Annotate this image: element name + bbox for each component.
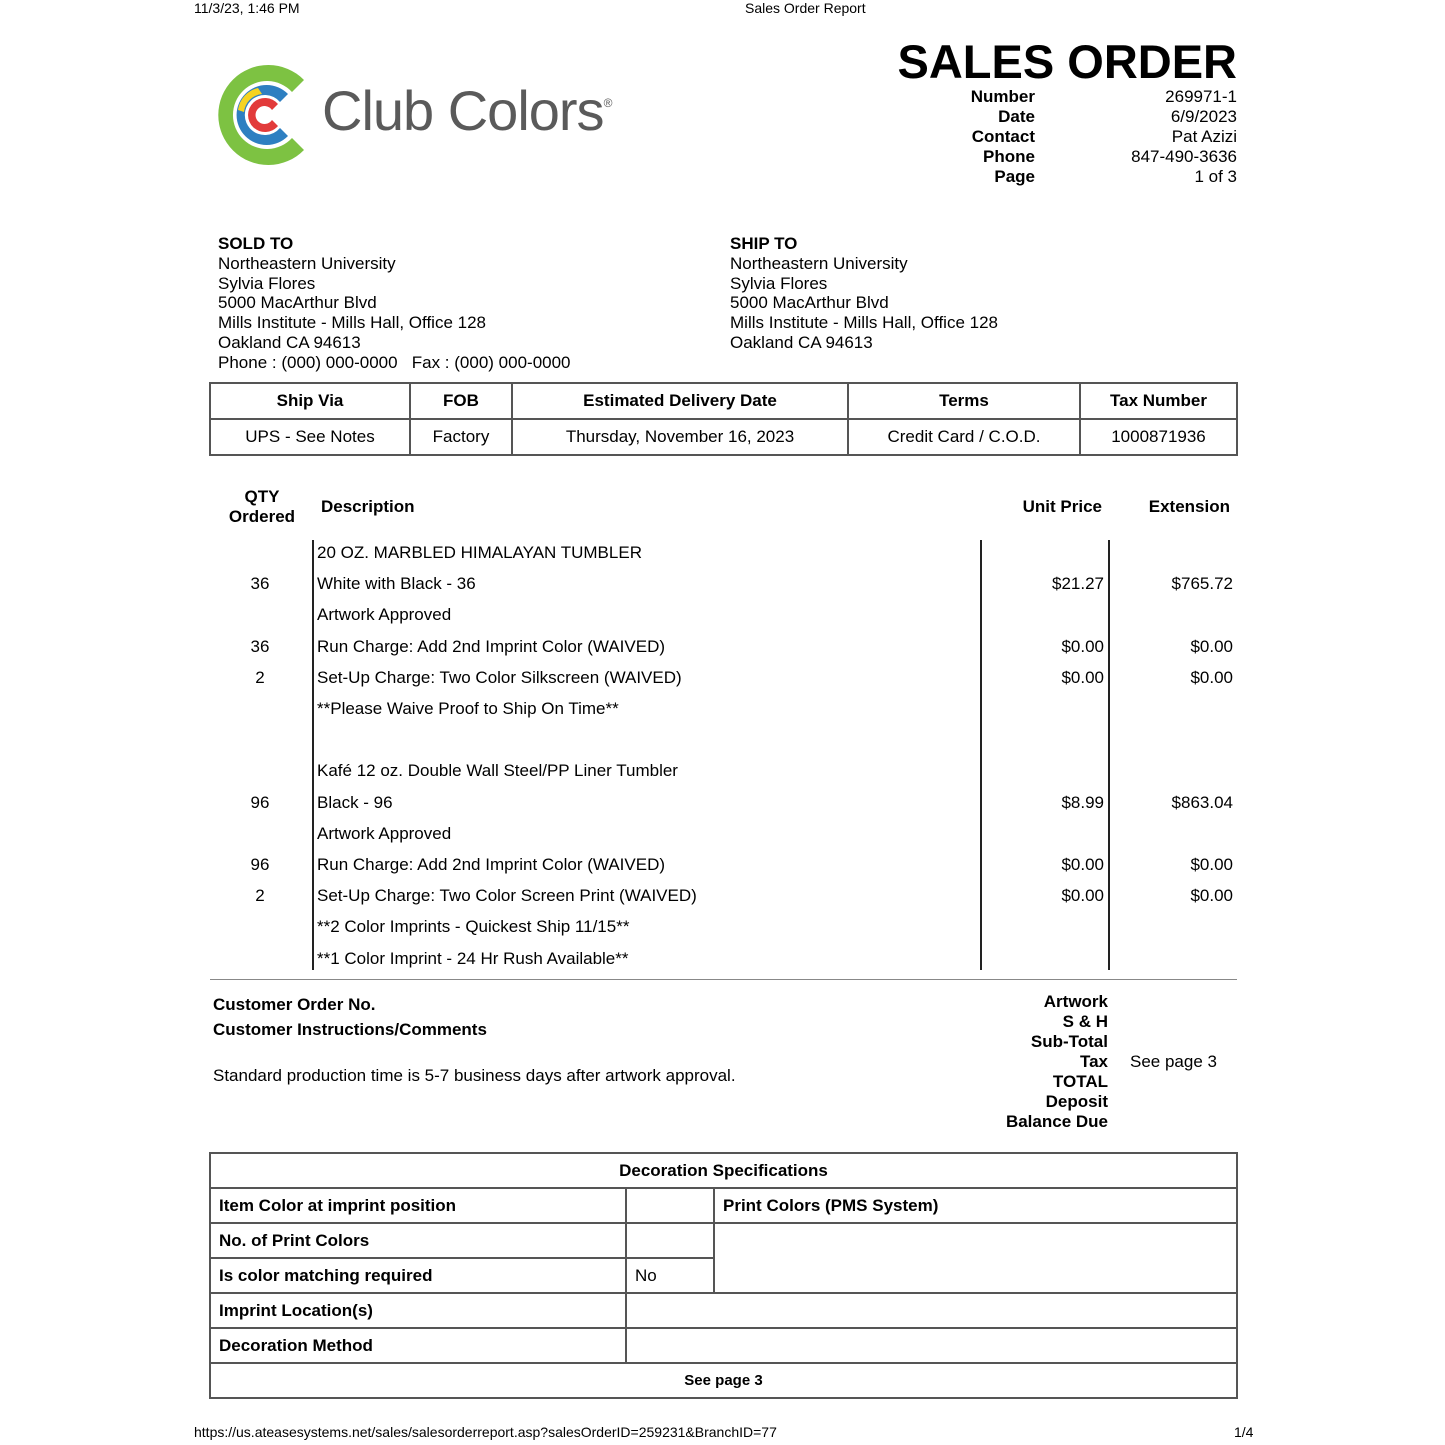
- order-page: 1 of 3: [1194, 167, 1237, 186]
- order-meta-values: [1050, 87, 1237, 187]
- order-meta-labels: [930, 87, 1035, 187]
- order-number: 269971-1: [1165, 87, 1237, 106]
- color-matching-value: No: [626, 1258, 714, 1293]
- item-color-value: [626, 1188, 714, 1223]
- order-date: 6/9/2023: [1170, 107, 1237, 126]
- sold-to-block: [218, 234, 571, 373]
- club-colors-logo-text: Club Colors®: [322, 79, 612, 142]
- print-datetime: 11/3/23, 1:46 PM: [194, 0, 300, 16]
- shipping-info-table: [209, 382, 1238, 456]
- line-item-row: [0, 568, 1445, 599]
- sold-to-phone-fax: Phone : (000) 000-0000 Fax : (000) 000-0000: [218, 352, 571, 372]
- phone-label: Phone: [983, 147, 1035, 166]
- tax-number-header: Tax Number: [1080, 383, 1237, 419]
- line-item-unit-price: $0.00: [1061, 667, 1104, 687]
- shipping-header-row: [210, 383, 1237, 419]
- customer-instructions-heading: Customer Instructions/Comments: [213, 1020, 487, 1039]
- club-colors-logo-icon: [208, 58, 328, 170]
- line-item-row: [0, 880, 1445, 911]
- extension-header: Extension: [1148, 497, 1230, 516]
- line-item-extension: $0.00: [1190, 855, 1233, 874]
- line-item-row: [0, 599, 1445, 630]
- fob-value: Factory: [410, 419, 512, 455]
- line-item-extension: $0.00: [1190, 886, 1233, 906]
- line-item-description: **1 Color Imprint - 24 Hr Rush Available**: [317, 948, 629, 968]
- fob-header: FOB: [410, 383, 512, 419]
- print-colors-label: Print Colors (PMS System): [714, 1188, 1237, 1223]
- sold-to-line: Oakland CA 94613: [218, 332, 361, 352]
- line-item-description: Artwork Approved: [317, 823, 452, 843]
- document-title: SALES ORDER: [897, 35, 1237, 88]
- sold-to-line: 5000 MacArthur Blvd: [218, 293, 377, 313]
- line-item-extension: $765.72: [1171, 574, 1233, 594]
- qty-ordered-header: QTY Ordered: [228, 487, 296, 526]
- line-item-row: [0, 693, 1445, 724]
- line-item-extension: $0.00: [1190, 667, 1233, 687]
- description-header: Description: [321, 497, 415, 516]
- order-phone: 847-490-3636: [1131, 147, 1237, 166]
- decoration-method-label: Decoration Method: [210, 1328, 626, 1363]
- ship-to-heading: SHIP TO: [730, 234, 798, 253]
- line-item-description: Black - 96: [317, 792, 393, 812]
- decoration-specs-heading: Decoration Specifications: [210, 1153, 1237, 1188]
- terms-value: Credit Card / C.O.D.: [848, 419, 1080, 455]
- decoration-specs-table: [209, 1152, 1238, 1399]
- line-item-qty: 96: [250, 792, 270, 812]
- line-item-row: [0, 911, 1445, 942]
- imprint-location-value: [626, 1293, 1237, 1328]
- line-item-description: Artwork Approved: [317, 605, 452, 625]
- line-item-extension: $0.00: [1190, 636, 1233, 656]
- line-item-description: 20 OZ. MARBLED HIMALAYAN TUMBLER: [317, 543, 642, 562]
- item-color-label: Item Color at imprint position: [210, 1188, 626, 1223]
- number-label: Number: [970, 87, 1035, 106]
- artwork-label: Artwork: [1043, 992, 1108, 1011]
- ship-to-block: [730, 234, 998, 353]
- shipping-handling-label: S & H: [1062, 1012, 1108, 1031]
- line-item-description: Set-Up Charge: Two Color Silkscreen (WAIVED): [317, 667, 682, 687]
- line-item-description: **Please Waive Proof to Ship On Time**: [317, 699, 619, 718]
- print-colors-value: [714, 1223, 1237, 1293]
- shipping-value-row: [210, 419, 1237, 455]
- line-item-qty: 96: [250, 855, 270, 874]
- num-print-colors-label: No. of Print Colors: [210, 1223, 626, 1258]
- balance-due-label: Balance Due: [1005, 1112, 1108, 1131]
- line-item-description: Set-Up Charge: Two Color Screen Print (WAIVED): [317, 886, 697, 906]
- num-print-colors-value: [626, 1223, 714, 1258]
- subtotal-label: Sub-Total: [1030, 1032, 1108, 1051]
- contact-label: Contact: [971, 127, 1035, 146]
- line-item-row: [0, 818, 1445, 849]
- sold-to-line: Northeastern University: [218, 253, 396, 273]
- line-item-description: White with Black - 36: [317, 574, 476, 594]
- deposit-label: Deposit: [1045, 1092, 1108, 1111]
- sold-to-line: Mills Institute - Mills Hall, Office 128: [218, 313, 486, 333]
- ship-via-value: UPS - See Notes: [210, 419, 410, 455]
- line-item-row: [0, 943, 1445, 974]
- line-item-description: Run Charge: Add 2nd Imprint Color (WAIVED): [317, 855, 666, 874]
- page-label: Page: [994, 167, 1035, 186]
- tax-label: Tax: [1079, 1052, 1108, 1071]
- ship-to-line: 5000 MacArthur Blvd: [730, 293, 889, 313]
- line-item-row: [0, 755, 1445, 786]
- line-item-row: [0, 631, 1445, 662]
- totals-labels: [930, 992, 1108, 1132]
- line-item-qty: 36: [250, 574, 270, 594]
- line-item-row: [0, 724, 1445, 755]
- line-item-qty: 36: [250, 636, 270, 656]
- delivery-date-header: Estimated Delivery Date: [512, 383, 848, 419]
- order-contact: Pat Azizi: [1171, 127, 1237, 146]
- print-page-title: Sales Order Report: [745, 0, 866, 16]
- customer-order-no-label: Customer Order No.: [213, 995, 376, 1014]
- line-item-description: **2 Color Imprints - Quickest Ship 11/15**: [317, 917, 630, 937]
- line-item-description: Kafé 12 oz. Double Wall Steel/PP Liner Tumbler: [317, 761, 678, 781]
- total-label: TOTAL: [1052, 1072, 1108, 1091]
- line-item-unit-price: $0.00: [1061, 636, 1104, 656]
- ship-to-line: Sylvia Flores: [730, 273, 828, 293]
- imprint-location-label: Imprint Location(s): [210, 1293, 626, 1328]
- print-url: https://us.ateasesystems.net/sales/salesorderreport.asp?salesOrderID=259231&BranchID=77: [194, 1424, 777, 1440]
- date-label: Date: [998, 107, 1035, 126]
- line-item-description: Run Charge: Add 2nd Imprint Color (WAIVED): [317, 636, 666, 656]
- line-item-row: [0, 787, 1445, 818]
- line-item-row: [0, 849, 1445, 880]
- delivery-date-value: Thursday, November 16, 2023: [512, 419, 848, 455]
- line-item-unit-price: $21.27: [1052, 574, 1104, 594]
- totals-see-page-note: See page 3: [1130, 1052, 1217, 1071]
- decoration-footer-note: See page 3: [210, 1363, 1237, 1398]
- sold-to-heading: SOLD TO: [218, 234, 294, 253]
- ship-via-header: Ship Via: [210, 383, 410, 419]
- line-item-unit-price: $0.00: [1061, 855, 1104, 874]
- unit-price-header: Unit Price: [1022, 497, 1102, 516]
- color-matching-label: Is color matching required: [210, 1258, 626, 1293]
- ship-to-line: Northeastern University: [730, 253, 908, 273]
- items-bottom-rule: [210, 979, 1237, 980]
- line-item-unit-price: $0.00: [1061, 886, 1104, 906]
- line-item-extension: $863.04: [1171, 792, 1233, 812]
- line-item-qty: 2: [255, 886, 265, 906]
- sold-to-line: Sylvia Flores: [218, 273, 316, 293]
- customer-instructions-text: Standard production time is 5-7 business days after artwork approval.: [213, 1066, 736, 1085]
- terms-header: Terms: [848, 383, 1080, 419]
- line-item-qty: 2: [255, 667, 265, 687]
- print-page-number: 1/4: [1234, 1424, 1254, 1440]
- ship-to-line: Mills Institute - Mills Hall, Office 128: [730, 313, 998, 333]
- line-item-row: [0, 662, 1445, 693]
- line-item-unit-price: $8.99: [1061, 792, 1104, 812]
- ship-to-line: Oakland CA 94613: [730, 332, 873, 352]
- tax-number-value: 1000871936: [1080, 419, 1237, 455]
- line-item-row: [0, 537, 1445, 568]
- decoration-method-value: [626, 1328, 1237, 1363]
